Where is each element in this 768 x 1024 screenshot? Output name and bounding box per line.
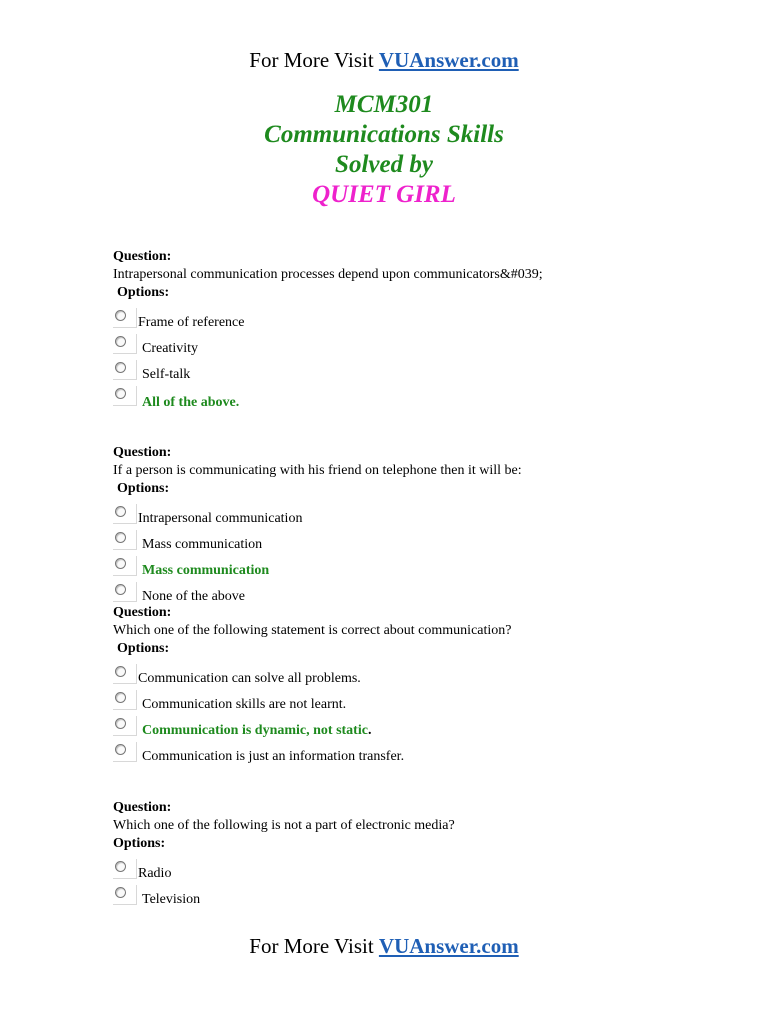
option-text: Communication skills are not learnt. xyxy=(142,697,347,712)
correct-option-suffix: . xyxy=(367,723,372,738)
visit-prefix: For More Visit xyxy=(249,934,374,958)
correct-option-text: Communication is dynamic, not static xyxy=(142,723,368,738)
radio-button[interactable] xyxy=(113,859,137,879)
options-label: Options: xyxy=(113,836,166,851)
option-text: Creativity xyxy=(142,341,198,356)
option-text: Communication can solve all problems. xyxy=(138,671,361,686)
option-text: Radio xyxy=(138,866,172,881)
option-text: Intrapersonal communication xyxy=(138,511,303,526)
solved-by: Solved by xyxy=(335,151,433,178)
vuanswer-link[interactable]: VUAnswer.com xyxy=(378,934,519,958)
radio-button[interactable] xyxy=(113,360,137,380)
radio-button[interactable] xyxy=(113,664,137,684)
option-text: None of the above xyxy=(142,589,246,604)
option-text: Communication is just an information transfer. xyxy=(142,749,405,764)
question-text: Intrapersonal communication processes depend upon communicators&#039; xyxy=(113,267,543,282)
option-2 xyxy=(113,690,673,716)
option-1 xyxy=(113,664,673,690)
option-2 xyxy=(113,885,673,911)
question-3 xyxy=(113,604,673,768)
visit-banner-bottom xyxy=(0,933,768,959)
radio-button[interactable] xyxy=(113,582,137,602)
radio-button[interactable] xyxy=(113,885,137,905)
radio-button[interactable] xyxy=(113,504,137,524)
option-1 xyxy=(113,859,673,885)
title-block xyxy=(0,90,768,210)
options-label: Options: xyxy=(117,285,170,300)
visit-prefix: For More Visit xyxy=(249,48,374,72)
question-label: Question: xyxy=(113,605,172,620)
option-1 xyxy=(113,504,673,530)
correct-option-text: All of the above. xyxy=(142,395,240,410)
radio-button[interactable] xyxy=(113,742,137,762)
option-3-correct xyxy=(113,716,673,742)
option-text: Mass communication xyxy=(142,537,263,552)
author-name: QUIET GIRL xyxy=(312,181,456,208)
option-1 xyxy=(113,308,673,334)
question-label: Question: xyxy=(113,800,172,815)
question-2 xyxy=(113,444,673,608)
option-3-correct xyxy=(113,556,673,582)
course-name: Communications Skills xyxy=(264,121,504,148)
radio-button[interactable] xyxy=(113,386,137,406)
radio-button[interactable] xyxy=(113,690,137,710)
radio-button[interactable] xyxy=(113,334,137,354)
options-label: Options: xyxy=(117,481,170,496)
question-text: Which one of the following statement is correct about communication? xyxy=(113,623,512,638)
option-text: Television xyxy=(142,892,201,907)
options-label: Options: xyxy=(117,641,170,656)
question-text: Which one of the following is not a part of electronic media? xyxy=(113,818,455,833)
option-text: Self-talk xyxy=(142,367,191,382)
question-label: Question: xyxy=(113,445,172,460)
option-text: Frame of reference xyxy=(138,315,245,330)
radio-button[interactable] xyxy=(113,716,137,736)
option-2 xyxy=(113,334,673,360)
radio-button[interactable] xyxy=(113,556,137,576)
option-3 xyxy=(113,360,673,386)
vuanswer-link[interactable]: VUAnswer.com xyxy=(378,48,519,72)
question-4 xyxy=(113,799,673,911)
correct-option-text: Mass communication xyxy=(142,563,270,578)
visit-banner-top xyxy=(0,47,768,73)
option-4 xyxy=(113,742,673,768)
correct-option-line xyxy=(142,718,371,744)
question-text: If a person is communicating with his friend on telephone then it will be: xyxy=(113,463,522,478)
option-2 xyxy=(113,530,673,556)
option-4-correct xyxy=(113,386,673,412)
question-label: Question: xyxy=(113,249,172,264)
course-code: MCM301 xyxy=(334,91,434,118)
question-1 xyxy=(113,248,673,412)
radio-button[interactable] xyxy=(113,308,137,328)
radio-button[interactable] xyxy=(113,530,137,550)
